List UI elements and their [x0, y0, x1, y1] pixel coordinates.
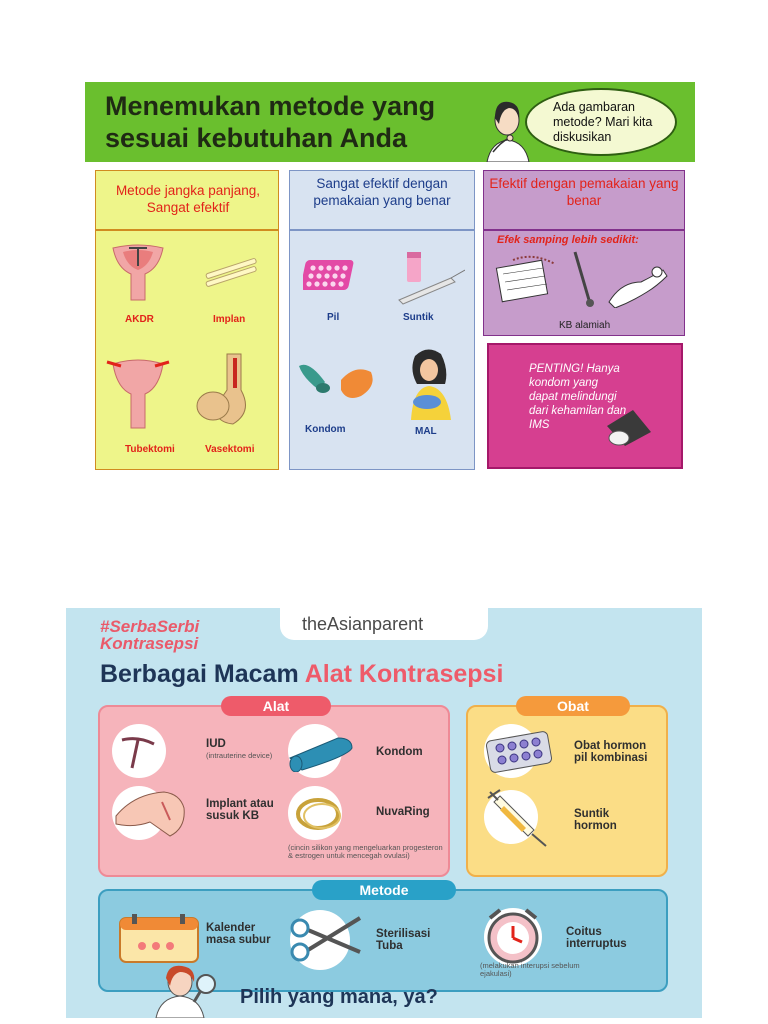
kalender-label: Kalender masa subur — [206, 922, 271, 946]
implant-rods-icon — [203, 254, 259, 290]
condom-icon — [295, 356, 379, 404]
metode-label: Metode — [312, 880, 456, 900]
side-effects-subheading: Efek samping lebih sedikit: — [497, 234, 639, 246]
coitus-note: (melakukan interupsi sebelum ejakulasi) — [480, 961, 580, 978]
hand-holding-icon — [607, 262, 669, 308]
iud-icon — [118, 730, 160, 772]
main-title-part1: Berbagai Macam — [100, 660, 299, 688]
hashtag-label: #SerbaSerbi Kontrasepsi — [100, 617, 200, 653]
suntik-label: Suntik hormon — [574, 808, 617, 832]
tubectomy-uterus-icon — [105, 352, 171, 432]
akdr-label: AKDR — [125, 314, 154, 325]
thermometer-icon — [569, 248, 597, 310]
syringe-icon — [486, 786, 552, 848]
implan-label: Implan — [213, 314, 246, 325]
nuvaring-icon — [292, 792, 348, 836]
nuvaring-label: NuvaRing — [376, 806, 430, 818]
condom-packet-icon — [603, 408, 653, 448]
brand-logo-text: theAsianparent — [302, 614, 424, 634]
pill-label: Obat hormon pil kombinasi — [574, 740, 648, 764]
implant-label: Implant atau susuk KB — [206, 798, 274, 822]
speech-bubble-text: Ada gambaran metode? Mari kita diskusikan — [553, 100, 653, 144]
alarm-clock-icon — [480, 902, 546, 968]
infographic-title: Menemukan metode yang sesuai kebutuhan Anda — [105, 91, 436, 153]
mal-label: MAL — [415, 426, 437, 437]
tubektomi-label: Tubektomi — [125, 444, 175, 455]
main-title — [100, 660, 503, 689]
injection-icon — [391, 248, 465, 306]
nuvaring-note: (cincin silikon yang mengeluarkan progesteron & estrogen untuk mencegah ovulasi) — [288, 843, 443, 860]
pil-label: Pil — [327, 312, 340, 323]
doctor-illustration — [150, 962, 220, 1018]
long-term-methods-heading: Metode jangka panjang, Sangat efektif — [115, 183, 261, 215]
main-title-part2: Alat Kontrasepsi — [304, 660, 504, 688]
iud-sublabel: (intrauterine device) — [206, 751, 273, 760]
pill-pack-icon — [303, 256, 359, 296]
scissors-icon — [288, 912, 364, 968]
obat-label: Obat — [516, 696, 630, 716]
kondom-label: Kondom — [305, 424, 346, 435]
implant-arm-icon — [114, 788, 188, 842]
breastfeeding-mother-icon — [399, 344, 459, 420]
kondom-label: Kondom — [376, 746, 423, 758]
vasektomi-label: Vasektomi — [205, 444, 255, 455]
footer-question: Pilih yang mana, ya? — [240, 986, 438, 1008]
family-planning-infographic — [85, 82, 695, 472]
iud-uterus-icon — [109, 240, 167, 308]
pill-pack-icon — [482, 730, 556, 774]
iud-label: IUD — [206, 738, 226, 750]
coitus-label: Coitus interruptus — [566, 926, 627, 950]
calendar-beads-icon — [493, 254, 557, 304]
kondom-icon — [286, 732, 356, 772]
vasectomy-icon — [193, 350, 257, 430]
important-note-text: PENTING! Hanya kondom yang dapat melindungi dari kehamilan dan IMS — [529, 363, 627, 431]
alat-label: Alat — [221, 696, 331, 716]
kb-alamiah-label: KB alamiah — [559, 320, 611, 331]
calendar-icon — [116, 912, 202, 966]
sterilisasi-label: Sterilisasi Tuba — [376, 928, 431, 952]
suntik-label: Suntik — [403, 312, 434, 323]
effective-methods-heading: Sangat efektif dengan pemakaian yang benar — [313, 176, 451, 208]
fewer-side-effects-heading: Efektif dengan pemakaian yang benar — [489, 176, 679, 208]
contraception-types-infographic — [66, 608, 702, 1018]
